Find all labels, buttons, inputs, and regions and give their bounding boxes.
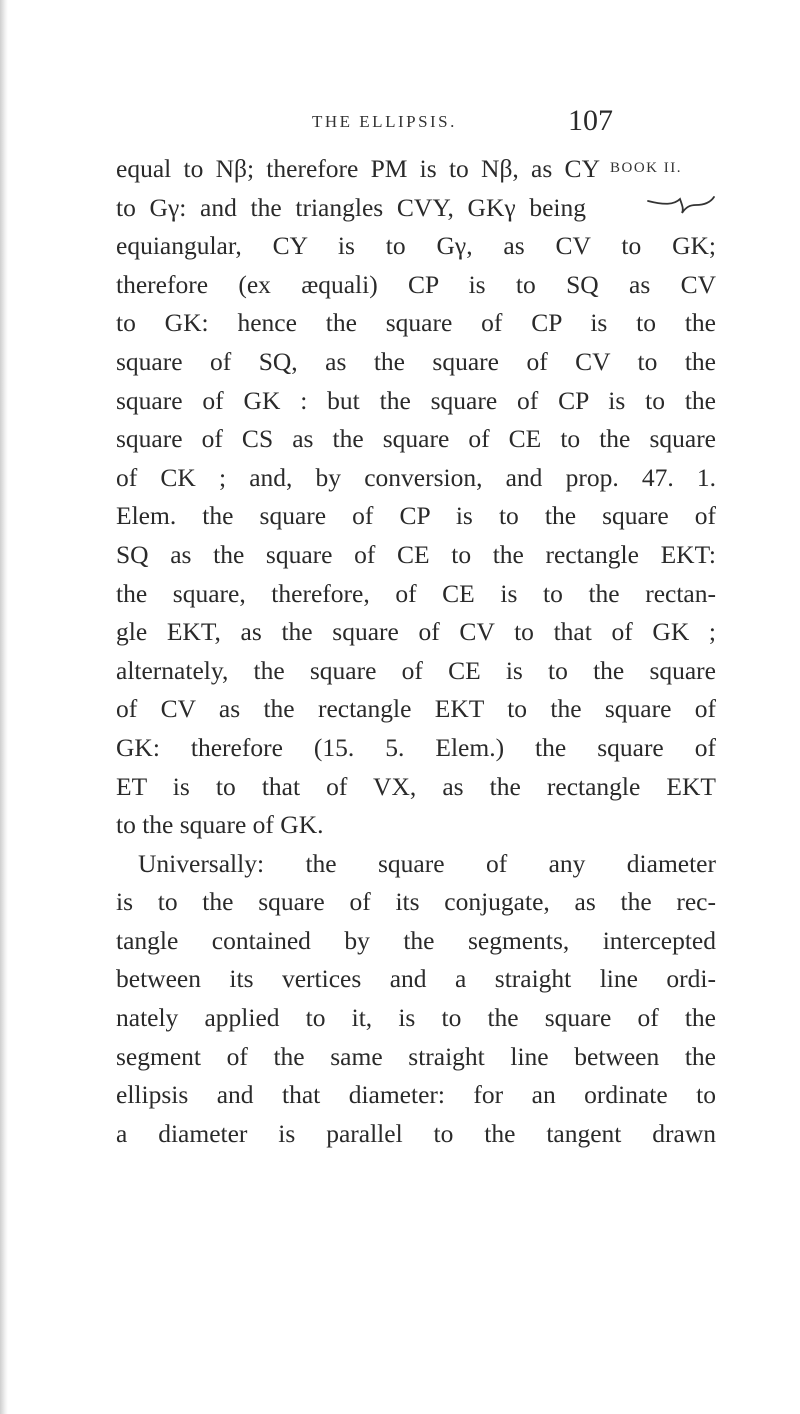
running-head [0, 104, 800, 138]
text-line-22: between its vertices and a straight line ordi- [116, 964, 716, 994]
text-line-21: tangle contained by the segments, intercepted [116, 925, 716, 955]
text-line-7: square of GK : but the square of CP is to the [116, 385, 716, 415]
margin-note-book: BOOK II. [610, 160, 682, 176]
text-line-23: nately applied to it, is to the square of the [116, 1003, 716, 1033]
text-line-5: to GK: hence the square of CP is to the [116, 308, 716, 338]
text-line-26: a diameter is parallel to the tangent drawn [116, 1118, 716, 1148]
text-line-9: of CK ; and, by conversion, and prop. 47. 1. [116, 462, 716, 492]
text-line-24: segment of the same straight line between the [116, 1041, 716, 1071]
text-line-14: alternately, the square of CE is to the square [116, 655, 716, 685]
text-line-6: square of SQ, as the square of CV to the [116, 346, 716, 376]
text-line-11: SQ as the square of CE to the rectangle EKT: [116, 539, 716, 569]
text-line-4: therefore (ex æquali) CP is to SQ as CV [116, 269, 716, 299]
text-line-20: is to the square of its conjugate, as the rec- [116, 887, 716, 917]
text-line-18: to the square of GK. [116, 810, 324, 840]
text-line-3: equiangular, CY is to Gγ, as CV to GK; [116, 231, 716, 261]
page-number: 107 [568, 104, 613, 137]
text-line-19: Universally: the square of any diameter [138, 848, 716, 878]
text-line-12: the square, therefore, of CE is to the rectan- [116, 578, 716, 608]
running-title: THE ELLIPSIS. [312, 112, 457, 131]
page-spine-shadow [0, 0, 8, 1414]
text-line-16: GK: therefore (15. 5. Elem.) the square of [116, 732, 716, 762]
text-line-15: of CV as the rectangle EKT to the square of [116, 694, 716, 724]
text-line-13: gle EKT, as the square of CV to that of GK ; [116, 617, 716, 647]
text-line-17: ET is to that of VX, as the rectangle EKT [116, 771, 716, 801]
text-line-2: to Gγ: and the triangles CVY, GKγ being [116, 192, 586, 222]
text-line-10: Elem. the square of CP is to the square of [116, 501, 716, 531]
text-line-25: ellipsis and that diameter: for an ordinate to [116, 1080, 716, 1110]
text-line-8: square of CS as the square of CE to the square [116, 424, 716, 454]
body-text [116, 150, 716, 1153]
text-line-1: equal to Nβ; therefore PM is to Nβ, as CY [116, 154, 600, 183]
